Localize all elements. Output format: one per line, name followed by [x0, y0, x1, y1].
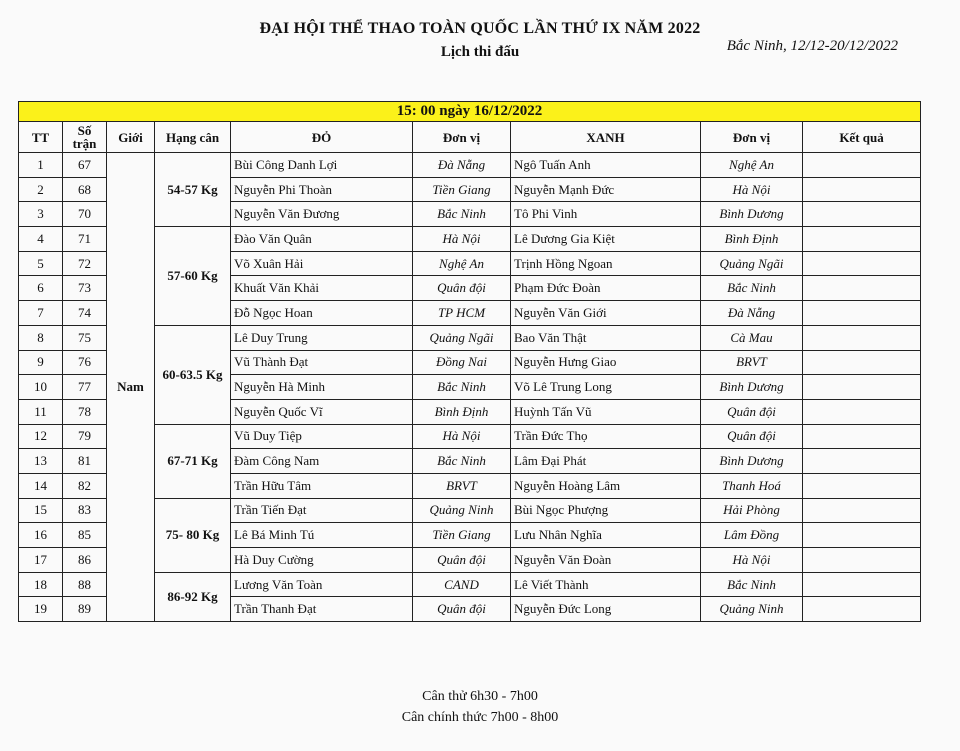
red-unit: Quân đội	[413, 548, 511, 573]
blue-athlete: Nguyễn Văn Đoàn	[511, 548, 701, 573]
blue-athlete: Lâm Đại Phát	[511, 449, 701, 474]
result-cell	[803, 572, 921, 597]
match-row	[19, 325, 921, 350]
red-athlete: Nguyễn Hà Minh	[231, 375, 413, 400]
weight-class-cell: 86-92 Kg	[155, 572, 231, 621]
page-title: ĐẠI HỘI THỂ THAO TOÀN QUỐC LẦN THỨ IX NĂM 2022	[259, 20, 701, 37]
row-match-number: 77	[63, 375, 107, 400]
result-cell	[803, 276, 921, 301]
schedule-table	[18, 101, 921, 622]
red-unit: Tiền Giang	[413, 523, 511, 548]
result-cell	[803, 597, 921, 622]
red-athlete: Lê Bá Minh Tú	[231, 523, 413, 548]
blue-unit: Lâm Đồng	[701, 523, 803, 548]
match-row	[19, 153, 921, 178]
red-unit: Đà Nẵng	[413, 153, 511, 178]
col-ket-qua: Kết quả	[803, 122, 921, 153]
row-tt: 13	[19, 449, 63, 474]
row-tt: 10	[19, 375, 63, 400]
blue-athlete: Nguyễn Hoàng Lâm	[511, 473, 701, 498]
result-cell	[803, 523, 921, 548]
red-athlete: Lê Duy Trung	[231, 325, 413, 350]
red-unit: TP HCM	[413, 301, 511, 326]
blue-unit: Quân đội	[701, 424, 803, 449]
blue-unit: Bắc Ninh	[701, 572, 803, 597]
row-tt: 3	[19, 202, 63, 227]
result-cell	[803, 399, 921, 424]
place-date: Bắc Ninh, 12/12-20/12/2022	[726, 38, 898, 54]
col-hang-can: Hạng cân	[155, 122, 231, 153]
row-match-number: 73	[63, 276, 107, 301]
row-tt: 11	[19, 399, 63, 424]
weight-class-cell: 60-63.5 Kg	[155, 325, 231, 424]
red-unit: Quân đội	[413, 597, 511, 622]
row-tt: 12	[19, 424, 63, 449]
row-match-number: 83	[63, 498, 107, 523]
row-tt: 4	[19, 227, 63, 252]
col-so-tran	[63, 122, 107, 153]
blue-unit: Thanh Hoá	[701, 473, 803, 498]
row-match-number: 75	[63, 325, 107, 350]
blue-unit: Bắc Ninh	[701, 276, 803, 301]
row-match-number: 78	[63, 399, 107, 424]
blue-unit: Bình Định	[701, 227, 803, 252]
col-xanh: XANH	[511, 122, 701, 153]
col-tt: TT	[19, 122, 63, 153]
gender-cell: Nam	[107, 153, 155, 622]
blue-unit: Bình Dương	[701, 202, 803, 227]
col-so-tran-line1: Số	[77, 123, 92, 138]
row-tt: 7	[19, 301, 63, 326]
red-athlete: Khuất Văn Khải	[231, 276, 413, 301]
red-athlete: Trần Thanh Đạt	[231, 597, 413, 622]
row-tt: 16	[19, 523, 63, 548]
blue-unit: Quảng Ninh	[701, 597, 803, 622]
red-unit: Nghệ An	[413, 251, 511, 276]
red-athlete: Vũ Duy Tiệp	[231, 424, 413, 449]
red-unit: Bắc Ninh	[413, 202, 511, 227]
blue-unit: Bình Dương	[701, 449, 803, 474]
weight-class-cell: 75- 80 Kg	[155, 498, 231, 572]
blue-athlete: Lê Viết Thành	[511, 572, 701, 597]
result-cell	[803, 449, 921, 474]
blue-athlete: Bùi Ngọc Phượng	[511, 498, 701, 523]
red-unit: Đồng Nai	[413, 350, 511, 375]
blue-athlete: Trịnh Hồng Ngoan	[511, 251, 701, 276]
result-cell	[803, 153, 921, 178]
result-cell	[803, 251, 921, 276]
red-unit: Bình Định	[413, 399, 511, 424]
result-cell	[803, 227, 921, 252]
red-athlete: Đào Văn Quân	[231, 227, 413, 252]
row-match-number: 74	[63, 301, 107, 326]
col-gioi: Giới	[107, 122, 155, 153]
red-athlete: Trần Hữu Tâm	[231, 473, 413, 498]
result-cell	[803, 177, 921, 202]
row-match-number: 81	[63, 449, 107, 474]
red-athlete: Đàm Công Nam	[231, 449, 413, 474]
red-unit: Bắc Ninh	[413, 375, 511, 400]
blue-athlete: Nguyễn Đức Long	[511, 597, 701, 622]
blue-unit: BRVT	[701, 350, 803, 375]
blue-athlete: Nguyễn Mạnh Đức	[511, 177, 701, 202]
red-athlete: Trần Tiến Đạt	[231, 498, 413, 523]
blue-athlete: Tô Phi Vinh	[511, 202, 701, 227]
red-athlete: Lương Văn Toàn	[231, 572, 413, 597]
weigh-in-trial: Cân thử 6h30 - 7h00	[422, 689, 538, 704]
blue-unit: Quảng Ngãi	[701, 251, 803, 276]
row-tt: 9	[19, 350, 63, 375]
row-match-number: 72	[63, 251, 107, 276]
blue-athlete: Võ Lê Trung Long	[511, 375, 701, 400]
row-match-number: 76	[63, 350, 107, 375]
match-row	[19, 498, 921, 523]
row-tt: 19	[19, 597, 63, 622]
col-don-vi-red: Đơn vị	[413, 122, 511, 153]
time-banner-row	[19, 102, 921, 122]
time-banner: 15: 00 ngày 16/12/2022	[19, 102, 921, 122]
row-match-number: 71	[63, 227, 107, 252]
red-unit: Quảng Ninh	[413, 498, 511, 523]
red-unit: Hà Nội	[413, 227, 511, 252]
blue-athlete: Ngô Tuấn Anh	[511, 153, 701, 178]
match-row	[19, 424, 921, 449]
row-tt: 17	[19, 548, 63, 573]
row-match-number: 86	[63, 548, 107, 573]
row-match-number: 68	[63, 177, 107, 202]
row-tt: 2	[19, 177, 63, 202]
row-tt: 5	[19, 251, 63, 276]
result-cell	[803, 375, 921, 400]
red-athlete: Hà Duy Cường	[231, 548, 413, 573]
result-cell	[803, 424, 921, 449]
row-match-number: 89	[63, 597, 107, 622]
blue-unit: Đà Nẵng	[701, 301, 803, 326]
row-match-number: 79	[63, 424, 107, 449]
red-athlete: Đỗ Ngọc Hoan	[231, 301, 413, 326]
row-match-number: 70	[63, 202, 107, 227]
result-cell	[803, 473, 921, 498]
match-row	[19, 572, 921, 597]
red-unit: BRVT	[413, 473, 511, 498]
blue-unit: Bình Dương	[701, 375, 803, 400]
row-tt: 14	[19, 473, 63, 498]
row-tt: 15	[19, 498, 63, 523]
red-unit: Hà Nội	[413, 424, 511, 449]
result-cell	[803, 548, 921, 573]
blue-unit: Cà Mau	[701, 325, 803, 350]
row-tt: 18	[19, 572, 63, 597]
row-match-number: 67	[63, 153, 107, 178]
weight-class-cell: 67-71 Kg	[155, 424, 231, 498]
header-row	[19, 122, 921, 153]
red-athlete: Nguyễn Phi Thoàn	[231, 177, 413, 202]
col-don-vi-blue: Đơn vị	[701, 122, 803, 153]
row-match-number: 85	[63, 523, 107, 548]
row-match-number: 88	[63, 572, 107, 597]
page-subtitle: Lịch thi đấu	[440, 44, 520, 60]
red-athlete: Võ Xuân Hải	[231, 251, 413, 276]
red-unit: Bắc Ninh	[413, 449, 511, 474]
blue-athlete: Nguyễn Hưng Giao	[511, 350, 701, 375]
col-do: ĐỎ	[231, 122, 413, 153]
red-athlete: Nguyễn Văn Đương	[231, 202, 413, 227]
red-unit: CAND	[413, 572, 511, 597]
row-tt: 1	[19, 153, 63, 178]
row-tt: 6	[19, 276, 63, 301]
blue-athlete: Lê Dương Gia Kiệt	[511, 227, 701, 252]
row-match-number: 82	[63, 473, 107, 498]
blue-unit: Nghệ An	[701, 153, 803, 178]
blue-unit: Hải Phòng	[701, 498, 803, 523]
red-athlete: Bùi Công Danh Lợi	[231, 153, 413, 178]
red-unit: Quân đội	[413, 276, 511, 301]
result-cell	[803, 202, 921, 227]
blue-unit: Quân đội	[701, 399, 803, 424]
row-tt: 8	[19, 325, 63, 350]
blue-athlete: Trần Đức Thọ	[511, 424, 701, 449]
result-cell	[803, 325, 921, 350]
red-athlete: Vũ Thành Đạt	[231, 350, 413, 375]
footer-notes	[0, 686, 960, 728]
blue-athlete: Phạm Đức Đoàn	[511, 276, 701, 301]
col-so-tran-line2: trận	[72, 136, 97, 151]
weigh-in-official: Cân chính thức 7h00 - 8h00	[401, 710, 559, 725]
blue-athlete: Bao Văn Thật	[511, 325, 701, 350]
result-cell	[803, 498, 921, 523]
red-athlete: Nguyễn Quốc Vĩ	[231, 399, 413, 424]
result-cell	[803, 301, 921, 326]
weight-class-cell: 57-60 Kg	[155, 227, 231, 326]
red-unit: Quảng Ngãi	[413, 325, 511, 350]
result-cell	[803, 350, 921, 375]
weight-class-cell: 54-57 Kg	[155, 153, 231, 227]
blue-athlete: Lưu Nhân Nghĩa	[511, 523, 701, 548]
blue-athlete: Nguyễn Văn Giới	[511, 301, 701, 326]
blue-unit: Hà Nội	[701, 548, 803, 573]
blue-athlete: Huỳnh Tấn Vũ	[511, 399, 701, 424]
blue-unit: Hà Nội	[701, 177, 803, 202]
match-row	[19, 227, 921, 252]
red-unit: Tiền Giang	[413, 177, 511, 202]
